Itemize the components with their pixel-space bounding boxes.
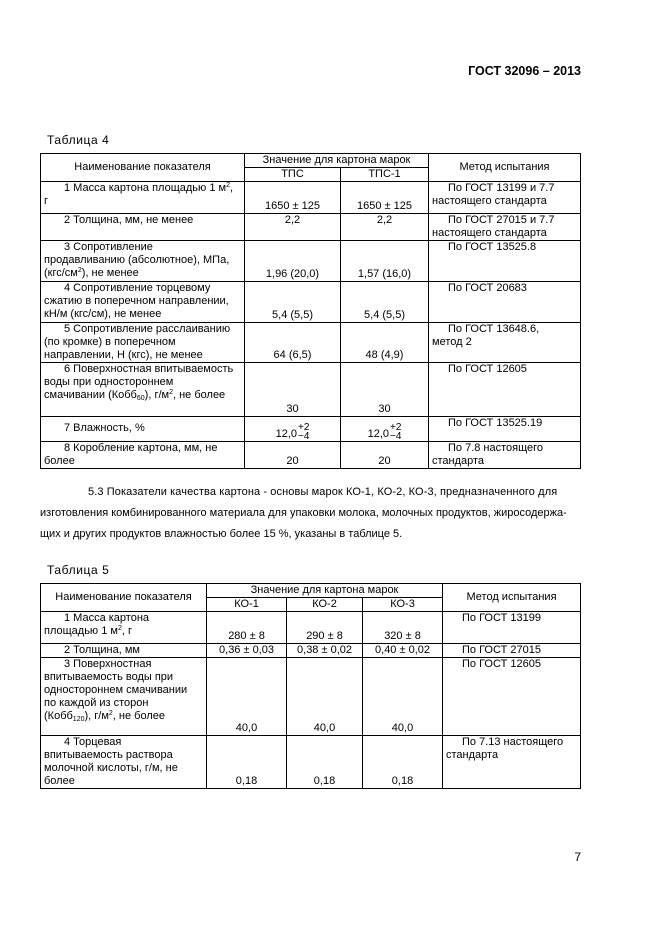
table5-caption: Таблица 5: [47, 563, 110, 577]
table5-header-ko1: КО-1: [207, 598, 287, 612]
table5-header-ko2: КО-2: [287, 598, 363, 612]
table-row: 4 Торцевая впитываемость раствора молочной кислоты, г/м, не более 0,18 0,18 0,18 По 7.13 настоящего стандарта: [41, 736, 581, 789]
table5-header-ko3: КО-3: [363, 598, 443, 612]
table-row: 1 Масса картона площадью 1 $м^2$, г 1650 ± 125 1650 ± 125 По ГОСТ 13199 и 7.7 настоящего стандарта: [41, 182, 581, 214]
table-row: 7 Влажность, % 12,0 +2 −4 12,0 +2 −4 По ГОСТ 13525.19: [41, 417, 581, 442]
table-row: 4 Сопротивление торцевому сжатию в поперечном направлении, кН/м (кгс/см), не менее 5,4 (5,5) 5,4 (5,5) По ГОСТ 20683: [41, 282, 581, 323]
moisture-tolerance: 12,0 +2 −4: [275, 422, 310, 442]
table5-header-name: Наименование показателя: [41, 584, 207, 612]
table4-header-tps1: ТПС-1: [341, 168, 429, 182]
table-row: 3 Поверхностная впитываемость воды при одностороннем смачивании по каждой из сторон (Кобб$_{120}$), $г/м^2$, не более 40,0 40,0 40,0 По ГОСТ 12605: [41, 658, 581, 736]
table5-header-method: Метод испытания: [443, 584, 581, 612]
table4-header-tps: ТПС: [245, 168, 341, 182]
table-row: 6 Поверхностная впитываемость воды при одностороннем смачивании (Кобб$_{60}$), $г/м^2$, не более 30 30 По ГОСТ 12605: [41, 363, 581, 417]
document-code: ГОСТ 32096 – 2013: [468, 64, 581, 78]
table4-header-group: Значение для картона марок: [245, 154, 429, 168]
table4: [40, 153, 581, 469]
moisture-tolerance: 12,0 +2 −4: [367, 422, 402, 442]
section-5-3-paragraph: 5.3 Показатели качества картона - основы марок КО-1, КО-2, КО-3, предназначенного для изготовления комбинированного материала для упаковки молока, молочных продуктов, жиросодержа- щих и других продуктов влажностью более 15 %, указаны в таблице 5.: [40, 486, 567, 540]
table-row: 3 Сопротивление продавливанию (абсолютное), МПа, $(кгс/см^2)$, не менее 1,96 (20,0) 1,57 (16,0) По ГОСТ 13525.8: [41, 241, 581, 282]
table4-header-name: Наименование показателя: [41, 154, 245, 182]
table-row: 2 Толщина, мм, не менее 2,2 2,2 По ГОСТ 27015 и 7.7 настоящего стандарта: [41, 214, 581, 241]
table4-header-method: Метод испытания: [429, 154, 581, 182]
table4-caption: Таблица 4: [47, 133, 110, 147]
table-row: 5 Сопротивление расслаиванию (по кромке) в поперечном направлении, Н (кгс), не менее 64 (6,5) 48 (4,9) По ГОСТ 13648.6, метод 2: [41, 323, 581, 363]
table-row: 1 Масса картона площадью 1 $м^2$, г 280 ± 8 290 ± 8 320 ± 8 По ГОСТ 13199: [41, 612, 581, 644]
table-row: 8 Коробление картона, мм, не более 20 20 По 7.8 настоящего стандарта: [41, 442, 581, 469]
table5-header-group: Значение для картона марок: [207, 584, 443, 598]
page-number: 7: [574, 850, 581, 864]
table5: [40, 583, 581, 789]
table-row: 2 Толщина, мм 0,36 ± 0,03 0,38 ± 0,02 0,40 ± 0,02 По ГОСТ 27015: [41, 644, 581, 658]
